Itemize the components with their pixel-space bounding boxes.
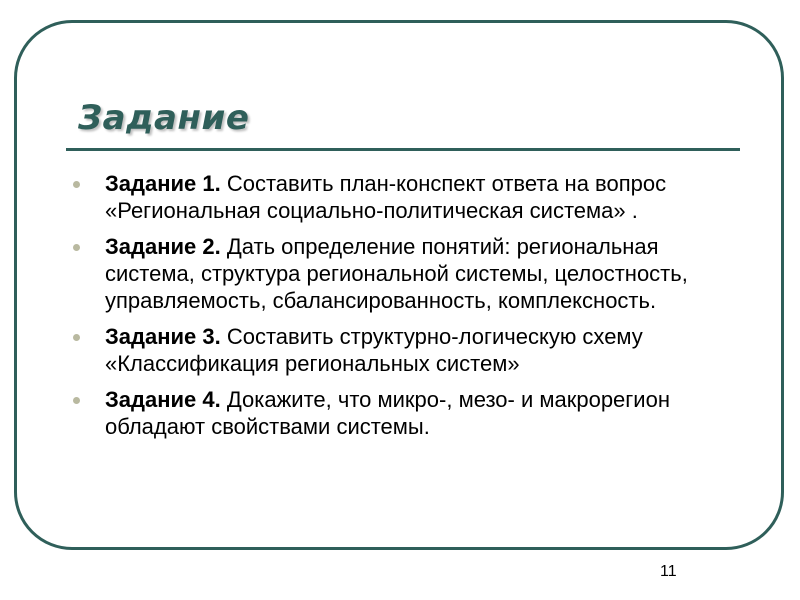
task-list — [70, 170, 740, 449]
task-label: Задание 4. — [105, 387, 221, 412]
task-label: Задание 2. — [105, 234, 221, 259]
bullet-dot-icon — [73, 397, 80, 404]
bullet-dot-icon — [73, 181, 80, 188]
task-text: Дать определение понятий: региональная система, структура региональной системы, целостность, управляемость, сбалансированность, комплексность. — [105, 234, 688, 313]
slide-title: Задание — [78, 98, 250, 138]
task-item-1 — [70, 170, 740, 224]
task-text: Составить план-конспект ответа на вопрос «Региональная социально-политическая система» . — [105, 171, 667, 223]
task-item-2 — [70, 233, 740, 314]
bullet-dot-icon — [73, 334, 80, 341]
page-number: 11 — [660, 563, 677, 580]
task-text: Докажите, что микро-, мезо- и макрорегион обладают свойствами системы. — [105, 387, 670, 439]
bullet-dot-icon — [73, 244, 80, 251]
task-text: Составить структурно-логическую схему «Классификация региональных систем» — [105, 324, 643, 376]
task-item-4 — [70, 386, 740, 440]
task-label: Задание 1. — [105, 171, 221, 196]
task-label: Задание 3. — [105, 324, 221, 349]
title-divider — [66, 148, 740, 151]
task-item-3 — [70, 323, 740, 377]
